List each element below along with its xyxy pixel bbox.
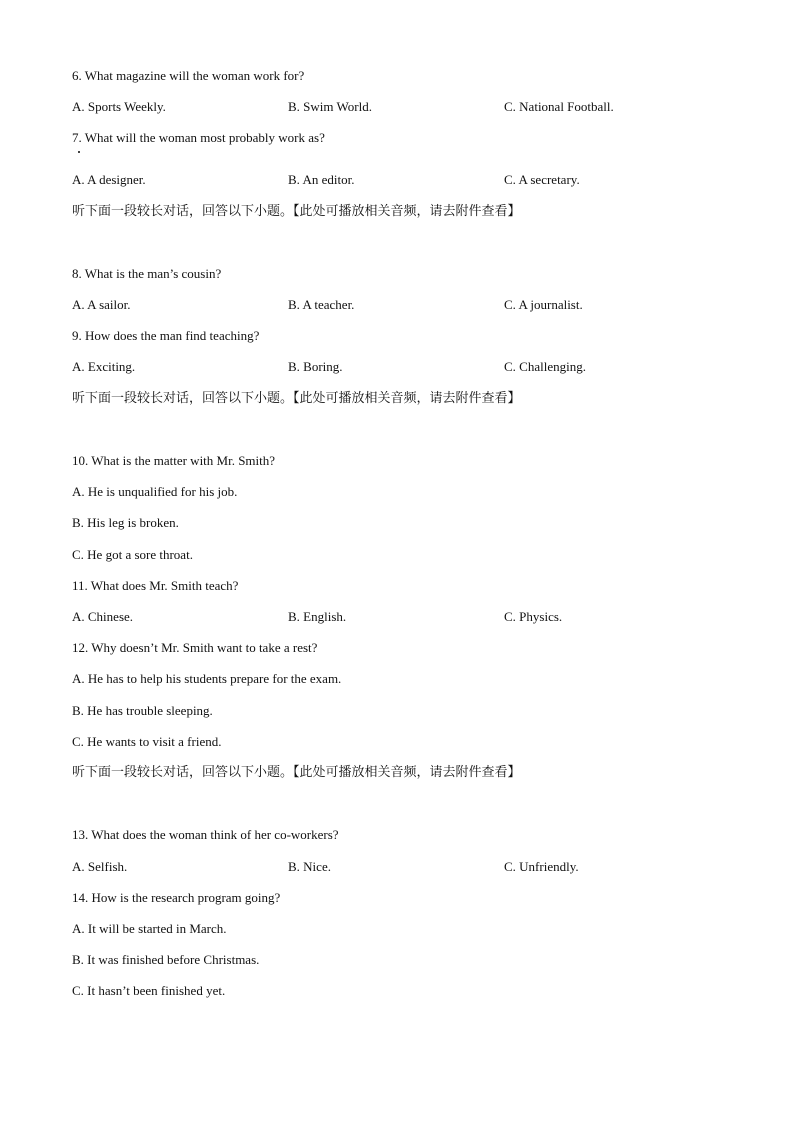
section-header: 听下面一段较长对话，回答以下小题。【此处可播放相关音频，请去附件查看】 [72, 391, 521, 406]
question-10-option-c: C. He got a sore throat. [72, 547, 193, 562]
question-11-option-a: A. Chinese. [72, 609, 134, 624]
question-9-option-c: C. Challenging. [504, 359, 586, 374]
question-6-option-b: B. Swim World. [288, 99, 372, 114]
question-7-option-b: B. An editor. [288, 172, 355, 187]
question-8-stem: 8. What is the man’s cousin? [72, 266, 222, 281]
question-9-option-a: A. Exciting. [72, 359, 136, 374]
question-8-option-a: A. A sailor. [72, 297, 131, 312]
question-7-options [72, 172, 722, 188]
question-10-stem: 10. What is the matter with Mr. Smith? [72, 453, 276, 468]
question-10-option-a: A. He is unqualified for his job. [72, 484, 238, 499]
question-14-option-a: A. It will be started in March. [72, 921, 227, 936]
question-6-options [72, 99, 722, 115]
question-8-options [72, 297, 722, 313]
question-11-option-b: B. English. [288, 609, 347, 624]
question-12-option-a: A. He has to help his students prepare for the exam. [72, 671, 342, 686]
question-13-option-b: B. Nice. [288, 859, 331, 874]
question-6-option-c: C. National Football. [504, 99, 614, 114]
question-11-options [72, 609, 722, 625]
question-11-stem: 11. What does Mr. Smith teach? [72, 578, 239, 593]
question-13-stem: 13. What does the woman think of her co-workers? [72, 827, 339, 842]
question-14-stem: 14. How is the research program going? [72, 890, 281, 905]
question-8-option-c: C. A journalist. [504, 297, 583, 312]
question-8-option-b: B. A teacher. [288, 297, 355, 312]
question-6-option-a: A. Sports Weekly. [72, 99, 166, 114]
question-13-option-c: C. Unfriendly. [504, 859, 579, 874]
question-13-options [72, 859, 722, 875]
question-12-option-b: B. He has trouble sleeping. [72, 703, 213, 718]
question-7-option-c: C. A secretary. [504, 172, 580, 187]
stray-dot [78, 151, 80, 153]
question-7-option-a: A. A designer. [72, 172, 146, 187]
question-13-option-a: A. Selfish. [72, 859, 128, 874]
question-10-option-b: B. His leg is broken. [72, 515, 179, 530]
question-14-option-c: C. It hasn’t been finished yet. [72, 983, 226, 998]
question-7-stem: 7. What will the woman most probably work as? [72, 130, 325, 145]
question-14-option-b: B. It was finished before Christmas. [72, 952, 260, 967]
question-12-stem: 12. Why doesn’t Mr. Smith want to take a rest? [72, 640, 318, 655]
question-9-options [72, 359, 722, 375]
section-header: 听下面一段较长对话，回答以下小题。【此处可播放相关音频，请去附件查看】 [72, 765, 521, 780]
question-9-stem: 9. How does the man find teaching? [72, 328, 260, 343]
section-header: 听下面一段较长对话，回答以下小题。【此处可播放相关音频，请去附件查看】 [72, 204, 521, 219]
question-12-option-c: C. He wants to visit a friend. [72, 734, 222, 749]
question-6-stem: 6. What magazine will the woman work for? [72, 68, 305, 83]
question-11-option-c: C. Physics. [504, 609, 563, 624]
question-9-option-b: B. Boring. [288, 359, 343, 374]
